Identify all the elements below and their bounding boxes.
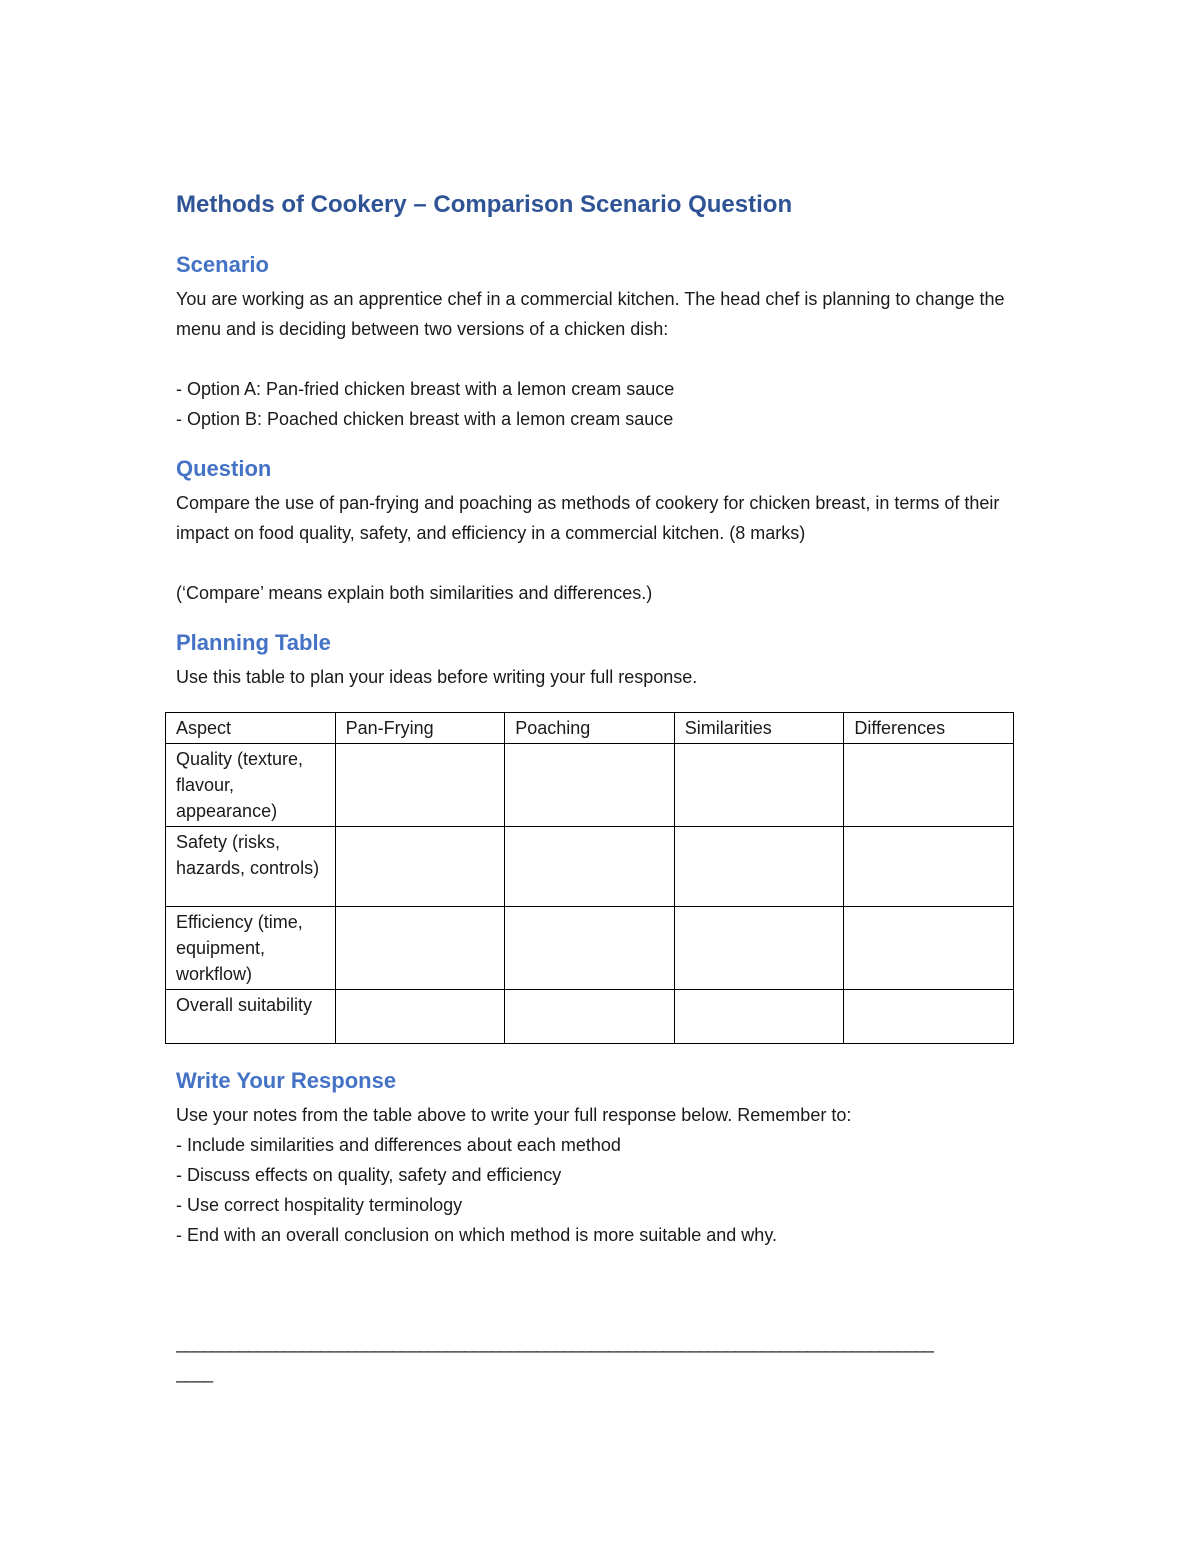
table-cell[interactable] [674, 990, 844, 1044]
scenario-heading: Scenario [176, 252, 269, 277]
table-cell[interactable] [674, 907, 844, 990]
table-cell[interactable] [505, 907, 675, 990]
table-header-row [166, 713, 1014, 744]
response-point-3: - Use correct hospitality terminology [176, 1195, 463, 1215]
table-cell[interactable] [844, 907, 1014, 990]
header-aspect: Aspect [166, 713, 336, 744]
table-row [166, 990, 1014, 1044]
response-point-4: - End with an overall conclusion on which method is more suitable and why. [176, 1225, 777, 1245]
question-note: (‘Compare’ means explain both similarities and differences.) [176, 583, 653, 603]
answer-line[interactable]: ____________________________________________________________________________________ [176, 1333, 933, 1353]
table-cell[interactable] [844, 827, 1014, 907]
row-label-efficiency: Efficiency (time, equipment, workflow) [166, 907, 336, 990]
table-row [166, 827, 1014, 907]
row-label-quality: Quality (texture, flavour, appearance) [166, 744, 336, 827]
table-row [166, 907, 1014, 990]
header-differences: Differences [844, 713, 1014, 744]
table-cell[interactable] [505, 990, 675, 1044]
table-cell[interactable] [335, 827, 505, 907]
response-intro: Use your notes from the table above to write your full response below. Remember to: [176, 1105, 852, 1125]
question-heading: Question [176, 456, 272, 481]
row-label-safety: Safety (risks, hazards, controls) [166, 827, 336, 907]
table-cell[interactable] [674, 744, 844, 827]
response-point-1: - Include similarities and differences about each method [176, 1135, 621, 1155]
table-cell[interactable] [335, 907, 505, 990]
page-title: Methods of Cookery – Comparison Scenario Question [176, 191, 793, 218]
table-cell[interactable] [505, 744, 675, 827]
header-pan-frying: Pan-Frying [335, 713, 505, 744]
planning-heading: Planning Table [176, 630, 331, 655]
option-a: - Option A: Pan-fried chicken breast with a lemon cream sauce [176, 379, 675, 399]
response-heading: Write Your Response [176, 1068, 397, 1093]
row-label-overall: Overall suitability [166, 990, 336, 1044]
option-b: - Option B: Poached chicken breast with a lemon cream sauce [176, 409, 674, 429]
document-content [176, 188, 1016, 1388]
planning-intro: Use this table to plan your ideas before writing your full response. [176, 667, 698, 687]
question-text: Compare the use of pan-frying and poaching as methods of cookery for chicken breast, in terms of their impact on food quality, safety, and efficiency in a commercial kitchen. (8 marks) [176, 493, 1000, 543]
table-row [166, 744, 1014, 827]
planning-table [165, 712, 1014, 1044]
header-poaching: Poaching [505, 713, 675, 744]
table-cell[interactable] [505, 827, 675, 907]
header-similarities: Similarities [674, 713, 844, 744]
scenario-intro: You are working as an apprentice chef in a commercial kitchen. The head chef is planning to change the menu and is deciding between two versions of a chicken dish: [176, 289, 1005, 339]
table-cell[interactable] [674, 827, 844, 907]
table-cell[interactable] [335, 744, 505, 827]
response-point-2: - Discuss effects on quality, safety and efficiency [176, 1165, 562, 1185]
answer-line-continued[interactable]: ____ [176, 1363, 213, 1383]
table-cell[interactable] [844, 990, 1014, 1044]
table-cell[interactable] [844, 744, 1014, 827]
table-cell[interactable] [335, 990, 505, 1044]
